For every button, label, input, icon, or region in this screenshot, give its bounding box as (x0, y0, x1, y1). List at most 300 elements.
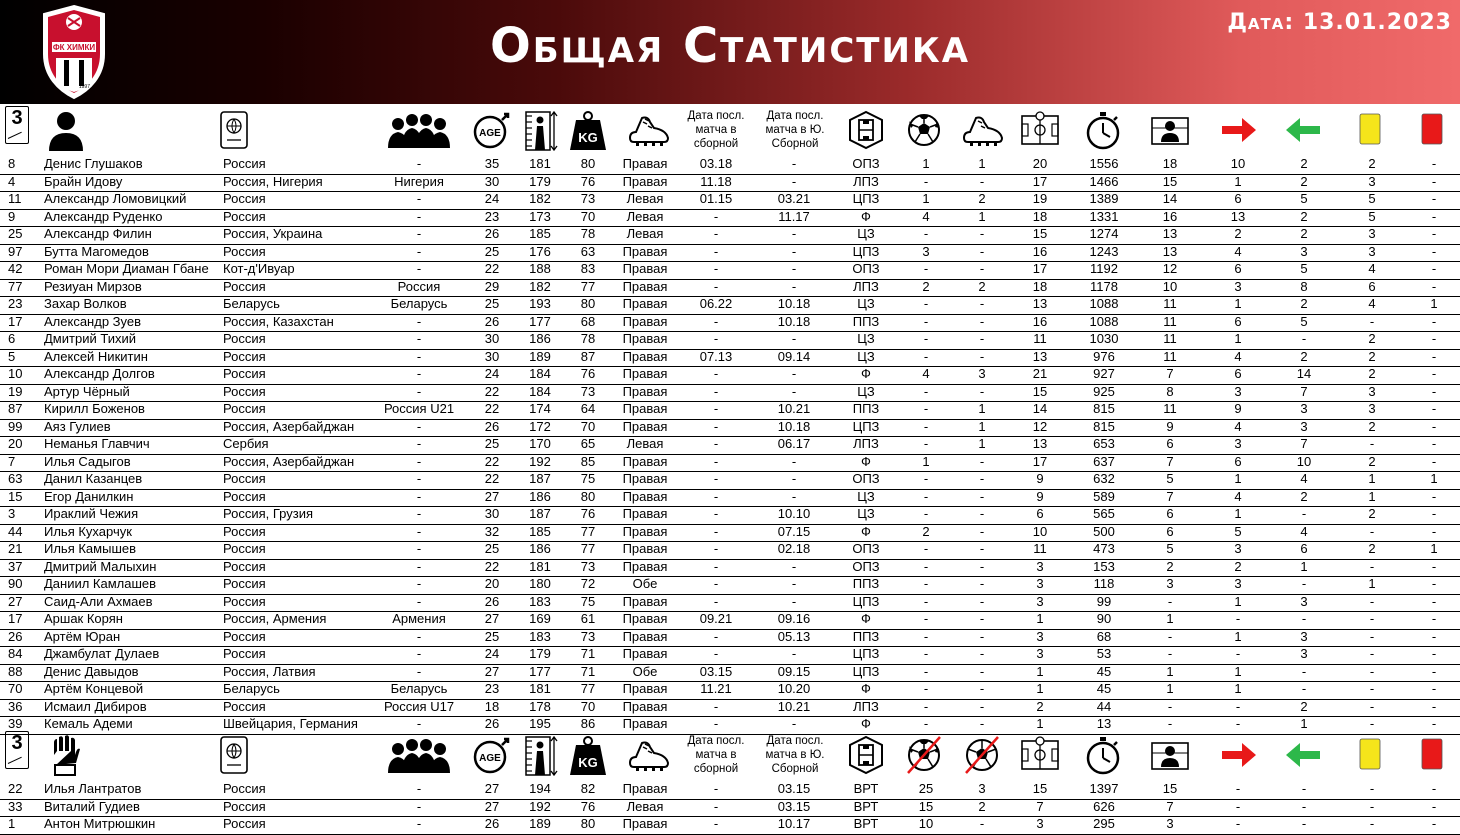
table-cell: - (1369, 313, 1375, 329)
table-cell: 85 (580, 453, 596, 469)
table-cell: Россия (223, 576, 266, 591)
table-cell: - (979, 611, 985, 626)
table-cell: - (416, 226, 422, 241)
position-icon-header (844, 104, 888, 156)
table-cell: Россия (397, 278, 441, 294)
table-cell: 3 (1300, 418, 1308, 434)
table-cell: 11 (1163, 331, 1177, 346)
last-youth-match-label: Дата посл. матча в Ю. Сборной (765, 735, 825, 775)
table-cell: 3 (8, 506, 16, 521)
table-cell: - (791, 331, 797, 346)
table-cell: 6 (1234, 191, 1242, 206)
table-cell: 5 (1300, 261, 1308, 276)
table-cell: - (979, 173, 985, 189)
table-cell: - (416, 663, 422, 679)
table-cell: 25 (8, 226, 23, 241)
table-row (0, 366, 1460, 385)
table-cell: ППЗ (852, 401, 880, 416)
table-cell: - (923, 628, 929, 644)
table-cell: - (713, 436, 719, 451)
table-row (0, 646, 1460, 665)
table-cell: - (713, 313, 719, 329)
table-cell: - (1431, 488, 1437, 504)
passport-icon (212, 108, 256, 152)
table-row (0, 781, 1460, 800)
table-cell: 22 (484, 453, 500, 469)
table-row (0, 191, 1460, 210)
yellow-card-icon (1348, 108, 1392, 152)
table-cell: - (416, 716, 422, 731)
table-cell: - (1431, 261, 1437, 276)
subbed-in-icon (1216, 733, 1260, 777)
table-cell: 24 (484, 646, 500, 661)
field-players-header (0, 104, 1460, 156)
table-cell: Россия (223, 781, 266, 796)
table-cell: - (979, 646, 985, 661)
table-cell: - (713, 226, 719, 241)
table-cell: 4 (1368, 296, 1376, 311)
table-cell: - (979, 523, 985, 539)
table-cell: ЛПЗ (853, 436, 879, 451)
table-cell: 1088 (1089, 296, 1119, 311)
table-cell: 75 (580, 471, 596, 486)
table-cell: 15 (8, 488, 23, 504)
table-cell: ЦЗ (857, 296, 875, 311)
table-cell: Правая (622, 541, 668, 556)
table-cell: 2 (1036, 698, 1044, 714)
table-cell: Артём Юран (44, 628, 121, 644)
table-cell: 20 (8, 436, 23, 451)
table-cell: - (791, 453, 797, 469)
table-cell: Александр Ломовицкий (44, 191, 187, 206)
boot-icon-header (626, 729, 670, 781)
table-cell: 1397 (1089, 781, 1119, 796)
table-cell: Аяз Гулиев (44, 418, 111, 434)
table-cell: Россия (223, 558, 266, 574)
table-cell: 173 (529, 208, 551, 224)
table-cell: - (1431, 173, 1437, 189)
national-team-icon (384, 733, 454, 777)
table-cell: - (1369, 816, 1375, 831)
table-cell: 76 (580, 506, 596, 521)
table-cell: 9 (1166, 418, 1174, 434)
table-cell: - (923, 681, 929, 696)
yellow-card-icon (1348, 733, 1392, 777)
table-cell: - (923, 418, 929, 434)
table-cell: 6 (1234, 366, 1242, 381)
table-cell: - (713, 243, 719, 259)
table-cell: - (713, 506, 719, 521)
height-icon-header (518, 729, 562, 781)
table-cell: 6 (1300, 541, 1308, 556)
table-cell: 118 (1093, 576, 1115, 591)
table-cell: - (713, 523, 719, 539)
goals-icon-header (902, 729, 946, 781)
table-cell: 4 (1234, 243, 1242, 259)
table-cell: - (1431, 576, 1437, 591)
table-cell: 9 (1036, 488, 1044, 504)
table-row (0, 576, 1460, 595)
minutes-icon (1081, 108, 1125, 152)
table-row (0, 629, 1460, 648)
table-cell: 22 (484, 558, 500, 574)
table-cell: 9 (1234, 401, 1242, 416)
table-cell: ЦПЗ (852, 243, 880, 259)
table-cell: - (1301, 681, 1307, 696)
table-cell: 4 (1234, 488, 1242, 504)
table-row (0, 681, 1460, 700)
table-cell: 09.16 (777, 611, 811, 626)
table-cell: 7 (1166, 366, 1174, 381)
table-cell: 4 (1300, 523, 1308, 539)
table-cell: - (1369, 611, 1375, 626)
table-cell: - (1235, 781, 1241, 796)
table-cell: 10.18 (777, 418, 811, 434)
table-cell: 194 (529, 781, 551, 796)
table-cell: 13 (1032, 296, 1048, 311)
table-cell: Правая (622, 628, 668, 644)
table-cell: 26 (484, 716, 500, 731)
table-cell: 186 (529, 541, 551, 556)
boot-icon (626, 108, 670, 152)
table-cell: - (1235, 816, 1241, 831)
table-cell: 6 (1166, 523, 1174, 539)
table-cell: 18 (484, 698, 500, 714)
table-cell: Ф (861, 523, 871, 539)
table-cell: - (416, 366, 422, 381)
table-cell: 185 (529, 226, 551, 241)
table-cell: 179 (529, 173, 551, 189)
table-cell: - (713, 401, 719, 416)
table-cell: 24 (484, 191, 500, 206)
table-cell: 14 (1032, 401, 1048, 416)
table-cell: - (416, 471, 422, 486)
table-cell: 181 (529, 156, 551, 171)
table-cell: 589 (1093, 488, 1115, 504)
table-cell: 13 (1096, 716, 1112, 731)
table-cell: 24 (484, 366, 500, 381)
table-cell: - (1431, 681, 1437, 696)
table-cell: 30 (484, 506, 500, 521)
table-cell: - (713, 781, 719, 796)
last-national-match-label: Дата посл. матча в сборной (687, 735, 745, 775)
table-cell: 83 (580, 261, 596, 276)
table-cell: Захар Волков (44, 296, 127, 311)
table-cell: 03.15 (699, 663, 733, 679)
table-cell: ЦЗ (857, 488, 875, 504)
table-cell: Россия, Казахстан (223, 313, 334, 329)
table-cell: - (791, 716, 797, 731)
table-cell: 88 (8, 663, 23, 679)
table-cell: 77 (8, 278, 23, 294)
table-cell: 1 (1166, 611, 1174, 626)
table-cell: 2 (1300, 156, 1308, 171)
table-cell: 11 (1163, 313, 1177, 329)
table-cell: Ф (861, 366, 871, 381)
table-cell: 15 (1162, 781, 1178, 796)
table-cell: Левая (626, 436, 664, 451)
table-cell: - (1431, 348, 1437, 364)
table-cell: 70 (8, 681, 23, 696)
table-row (0, 279, 1460, 298)
table-cell: 8 (8, 156, 16, 171)
table-cell: 1 (8, 816, 16, 831)
table-cell: 02.18 (777, 541, 811, 556)
table-cell: ЦПЗ (852, 646, 880, 661)
table-cell: 1 (1368, 576, 1376, 591)
table-cell: 8 (1166, 383, 1174, 399)
table-cell: - (1431, 156, 1437, 171)
table-cell: 189 (529, 348, 551, 364)
table-cell: 10.18 (777, 313, 811, 329)
table-cell: - (1431, 611, 1437, 626)
table-cell: - (979, 716, 985, 731)
table-cell: - (416, 558, 422, 574)
table-cell: Россия, Азербайджан (223, 418, 355, 434)
goals-icon-header (902, 104, 946, 156)
table-cell: 195 (529, 716, 551, 731)
table-cell: Беларусь (390, 296, 448, 311)
table-cell: 71 (580, 646, 596, 661)
table-cell: ОПЗ (852, 261, 880, 276)
table-cell: 174 (529, 401, 551, 416)
table-cell: 3 (1300, 593, 1308, 609)
table-cell: Россия (223, 383, 266, 399)
page-title: Общая Статистика (489, 18, 971, 74)
table-cell: 186 (529, 331, 551, 346)
table-cell: 25 (484, 628, 500, 644)
table-cell: Левая (626, 226, 664, 241)
table-cell: 3 (1300, 628, 1308, 644)
boot-icon-header (626, 104, 670, 156)
table-cell: 26 (8, 628, 23, 644)
table-cell: Швейцария, Германия (223, 716, 358, 731)
table-cell: - (923, 698, 929, 714)
table-cell: 1192 (1090, 261, 1118, 276)
table-cell: 77 (580, 278, 596, 294)
table-cell: 87 (8, 401, 23, 416)
table-cell: 80 (580, 156, 596, 171)
table-cell: 26 (484, 593, 500, 609)
table-cell: 6 (1234, 453, 1242, 469)
last-youth-match-header (755, 104, 835, 156)
table-cell: - (713, 488, 719, 504)
table-cell: 3 (1234, 541, 1242, 556)
table-cell: 25 (918, 781, 934, 796)
table-row (0, 559, 1460, 578)
subbed-in-icon (1216, 108, 1260, 152)
table-cell: 3 (922, 243, 930, 259)
table-cell: ВРТ (853, 816, 879, 831)
table-cell: 2 (978, 798, 986, 814)
passport-icon-header (212, 104, 256, 156)
table-cell: 172 (529, 418, 551, 434)
table-cell: ОПЗ (852, 558, 880, 574)
table-cell: - (713, 593, 719, 609)
starts-icon-header (1148, 729, 1192, 781)
table-cell: - (1301, 506, 1307, 521)
table-cell: Правая (622, 816, 668, 831)
table-cell: 5 (1368, 191, 1376, 206)
table-cell: 03.18 (699, 156, 733, 171)
table-cell: 18 (1032, 278, 1048, 294)
table-cell: 77 (580, 541, 596, 556)
table-cell: ЦЗ (857, 506, 875, 521)
table-cell: Александр Филин (44, 226, 152, 241)
table-cell: - (713, 558, 719, 574)
table-cell: 5 (1368, 208, 1376, 224)
table-cell: ЦПЗ (852, 191, 880, 206)
table-cell: Правая (622, 296, 668, 311)
table-cell: Исмаил Дибиров (44, 698, 147, 714)
table-cell: 3 (1036, 816, 1044, 831)
table-cell: Правая (622, 558, 668, 574)
table-cell: 2 (1368, 506, 1376, 521)
table-cell: 20 (1032, 156, 1048, 171)
table-cell: - (1431, 781, 1437, 796)
table-row (0, 454, 1460, 473)
table-cell: 1 (1430, 471, 1438, 486)
table-cell: 45 (1096, 681, 1112, 696)
minutes-icon-header (1081, 104, 1125, 156)
age-icon (470, 108, 514, 152)
table-cell: ППЗ (852, 576, 880, 591)
jersey-number-icon-header (0, 104, 39, 158)
table-cell: Беларусь (223, 681, 280, 696)
table-cell: - (1301, 781, 1307, 796)
table-cell: 76 (580, 173, 596, 189)
table-cell: - (1431, 506, 1437, 521)
table-cell: 1 (1166, 681, 1174, 696)
table-cell: - (1431, 628, 1437, 644)
national-team-icon-header (384, 729, 454, 781)
table-cell: ЦПЗ (852, 663, 880, 679)
table-cell: 19 (8, 383, 23, 399)
table-row (0, 209, 1460, 228)
table-cell: 78 (580, 331, 596, 346)
table-cell: - (1369, 681, 1375, 696)
table-cell: Нигерия (394, 173, 444, 189)
table-cell: - (416, 331, 422, 346)
table-cell: - (416, 418, 422, 434)
table-cell: 1 (1430, 296, 1438, 311)
table-cell: - (979, 663, 985, 679)
table-cell: 13 (1032, 348, 1048, 364)
table-cell: - (1235, 646, 1241, 661)
table-cell: - (979, 698, 985, 714)
table-cell: 70 (580, 418, 596, 434)
table-cell: 19 (1032, 191, 1048, 206)
table-cell: 6 (1368, 278, 1376, 294)
table-cell: 6 (1036, 506, 1044, 521)
table-cell: 10 (1296, 453, 1312, 469)
table-cell: - (1369, 781, 1375, 796)
table-cell: Аршак Корян (44, 611, 123, 626)
table-cell: 8 (1300, 278, 1308, 294)
table-cell: Роман Мори Диаман Гбане (44, 261, 209, 276)
table-cell: - (979, 348, 985, 364)
table-cell: - (979, 593, 985, 609)
table-cell: 33 (8, 798, 23, 814)
table-cell: 186 (529, 488, 551, 504)
minutes-icon (1081, 733, 1125, 777)
table-cell: 3 (1036, 576, 1044, 591)
table-cell: 13 (1230, 208, 1246, 224)
table-cell: 1 (978, 401, 986, 416)
table-cell: Ираклий Чежия (44, 506, 139, 521)
table-cell: - (713, 716, 719, 731)
table-cell: Левая (626, 798, 664, 814)
yellow-card-icon-header (1348, 104, 1392, 156)
position-icon-header (844, 729, 888, 781)
table-cell: 925 (1093, 383, 1115, 399)
table-cell: Россия (223, 366, 266, 381)
passport-icon (212, 733, 256, 777)
table-cell: - (1167, 628, 1173, 644)
table-cell: 44 (8, 523, 23, 539)
table-cell: 2 (1368, 331, 1376, 346)
table-cell: - (923, 488, 929, 504)
table-cell: - (923, 646, 929, 661)
table-cell: - (713, 453, 719, 469)
jersey-number-icon: 3 (5, 106, 29, 144)
table-cell: 1 (922, 156, 930, 171)
table-cell: - (1431, 383, 1437, 399)
table-cell: 1274 (1089, 226, 1119, 241)
table-cell: Правая (622, 716, 668, 731)
table-cell: - (791, 278, 797, 294)
table-cell: 77 (580, 681, 596, 696)
subbed-in-icon-header (1216, 729, 1260, 781)
table-cell: - (416, 243, 422, 259)
table-cell: 32 (484, 523, 500, 539)
table-cell: - (1431, 313, 1437, 329)
table-cell: 2 (1368, 418, 1376, 434)
table-cell: - (979, 816, 985, 831)
table-cell: Саид-Али Ахмаев (44, 593, 153, 609)
table-cell: - (791, 261, 797, 276)
weight-icon-header (566, 729, 610, 781)
table-cell: Россия, Азербайджан (223, 453, 355, 469)
table-cell: Левая (626, 208, 664, 224)
goals-icon (902, 733, 946, 777)
table-cell: 3 (1166, 576, 1174, 591)
table-cell: 64 (580, 401, 596, 416)
table-cell: Кот-д'Ивуар (223, 261, 295, 276)
table-cell: Виталий Гудиев (44, 798, 140, 814)
subbed-out-icon-header (1282, 104, 1326, 156)
table-cell: Ф (861, 208, 871, 224)
table-cell: 4 (1234, 418, 1242, 434)
table-cell: 11.21 (700, 681, 732, 696)
table-cell: 42 (8, 261, 23, 276)
table-cell: 1 (1368, 488, 1376, 504)
table-cell: ЦЗ (857, 348, 875, 364)
table-cell: - (791, 173, 797, 189)
table-cell: - (791, 243, 797, 259)
table-cell: - (923, 401, 929, 416)
table-cell: 3 (1300, 243, 1308, 259)
table-cell: - (923, 576, 929, 591)
table-cell: 2 (1166, 558, 1174, 574)
weight-icon (566, 733, 610, 777)
table-cell: - (1301, 331, 1307, 346)
table-cell: 84 (8, 646, 23, 661)
subbed-out-icon (1282, 733, 1326, 777)
table-cell: - (1431, 208, 1437, 224)
table-cell: 5 (1166, 471, 1174, 486)
table-cell: 177 (529, 663, 551, 679)
